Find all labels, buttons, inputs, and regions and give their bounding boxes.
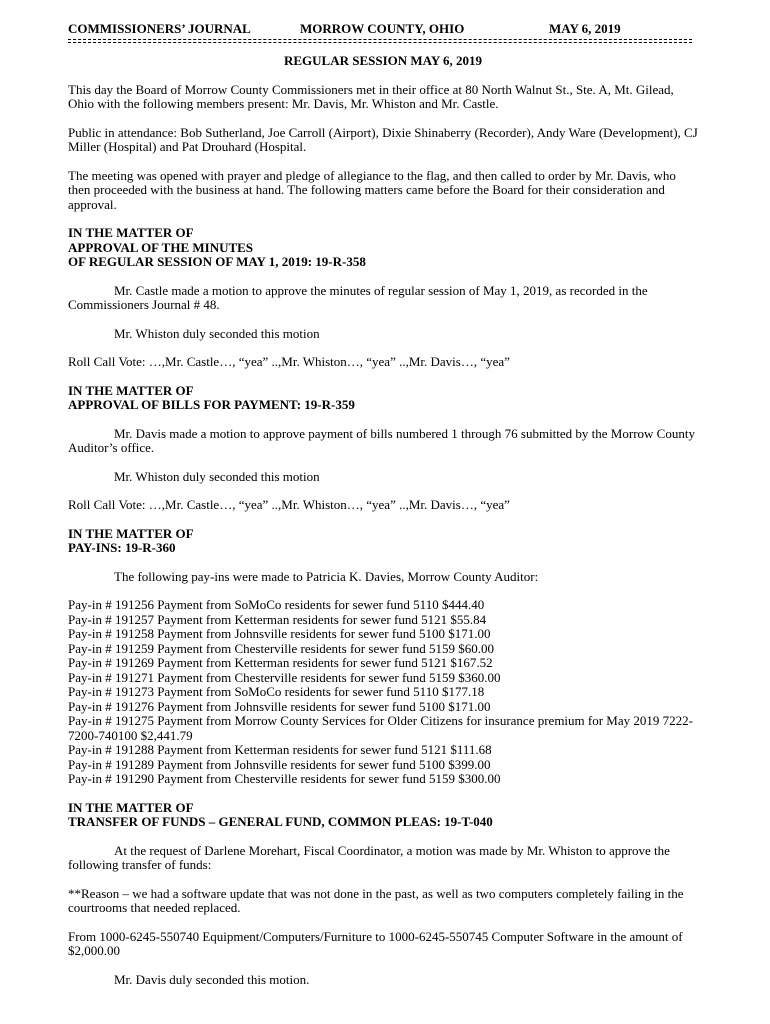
header-date: MAY 6, 2019: [549, 21, 621, 36]
matter-heading-line: IN THE MATTER OF: [68, 225, 194, 240]
roll-call-vote: Roll Call Vote: …,Mr. Castle…, “yea” ..,Mr. Whiston…, “yea” ..,Mr. Davis…, “yea”: [68, 497, 510, 512]
motion-text: At the request of Darlene Morehart, Fiscal Coordinator, a motion was made by Mr. Whiston to approve the following transfer of funds:: [68, 842, 670, 872]
matter-heading-line: PAY-INS: 19-R-360: [68, 540, 176, 555]
payin-item: Pay-in # 191273 Payment from SoMoCo residents for sewer fund 5110 $177.18: [68, 684, 485, 699]
payin-item: Pay-in # 191288 Payment from Ketterman residents for sewer fund 5121 $111.68: [68, 742, 492, 757]
second-text: Mr. Davis duly seconded this motion.: [114, 971, 310, 987]
payin-item: Pay-in # 191259 Payment from Chesterville residents for sewer fund 5159 $60.00: [68, 640, 495, 656]
payin-item: Pay-in # 191271 Payment from Chesterville residents for sewer fund 5159 $360.00: [68, 669, 501, 685]
payin-item: Pay-in # 191269 Payment from Ketterman residents for sewer fund 5121 $167.52: [68, 655, 493, 670]
matter-heading-line: OF REGULAR SESSION OF MAY 1, 2019: 19-R-358: [68, 254, 366, 269]
payin-item: Pay-in # 191275 Payment from Morrow County Services for Older Citizens for insurance premium for May 2019 7222-7200-740100 $2,441.79: [68, 713, 693, 743]
matter-heading-line: IN THE MATTER OF: [68, 382, 194, 398]
header-rule: [68, 38, 692, 45]
matter-heading-payins: [68, 527, 698, 556]
county-name: MORROW COUNTY, OHIO: [300, 21, 465, 36]
transfer-detail: From 1000-6245-550740 Equipment/Computers/Furniture to 1000-6245-550745 Computer Software in the amount of $2,000.00: [68, 928, 683, 958]
payin-item: Pay-in # 191290 Payment from Chesterville residents for sewer fund 5159 $300.00: [68, 771, 501, 786]
intro-paragraph: This day the Board of Morrow County Commissioners met in their office at 80 North Walnut St., Ste. A, Mt. Gilead, Ohio with the following members present: Mr. Davis, Mr. Whiston and Mr. Castle.: [68, 81, 674, 111]
session-title: REGULAR SESSION MAY 6, 2019: [283, 53, 483, 68]
matter-heading-bills: [68, 384, 698, 413]
roll-call-vote: Roll Call Vote: …,Mr. Castle…, “yea” ..,Mr. Whiston…, “yea” ..,Mr. Davis…, “yea”: [68, 354, 510, 369]
second-text: Mr. Whiston duly seconded this motion: [114, 468, 320, 484]
motion-text: Mr. Castle made a motion to approve the minutes of regular session of May 1, 2019, as recorded in the Commissioners Journal # 48.: [68, 282, 648, 312]
payins-list: [68, 598, 698, 787]
matter-heading-line: APPROVAL OF THE MINUTES: [68, 239, 254, 255]
motion-text: Mr. Davis made a motion to approve payment of bills numbered 1 through 76 submitted by the Morrow County Auditor’s office.: [68, 425, 695, 455]
payin-item: Pay-in # 191256 Payment from SoMoCo residents for sewer fund 5110 $444.40: [68, 597, 485, 612]
payin-item: Pay-in # 191276 Payment from Johnsville residents for sewer fund 5100 $171.00: [68, 698, 491, 714]
journal-name: COMMISSIONERS’ JOURNAL: [68, 21, 251, 36]
payin-item: Pay-in # 191289 Payment from Johnsville residents for sewer fund 5100 $399.00: [68, 756, 491, 772]
attendance-paragraph: Public in attendance: Bob Sutherland, Joe Carroll (Airport), Dixie Shinaberry (Recorder), Andy Ware (Development), CJ Miller (Hospital) and Pat Drouhard (Hospital.: [68, 124, 698, 154]
payin-item: Pay-in # 191257 Payment from Ketterman residents for sewer fund 5121 $55.84: [68, 611, 487, 627]
matter-heading-minutes: [68, 226, 698, 270]
payin-item: Pay-in # 191258 Payment from Johnsville residents for sewer fund 5100 $171.00: [68, 626, 491, 641]
matter-heading-line: TRANSFER OF FUNDS – GENERAL FUND, COMMON PLEAS: 19-T-040: [68, 814, 493, 829]
transfer-reason: **Reason – we had a software update that was not done in the past, as well as two computers completely failing in the courtrooms that needed replaced.: [68, 885, 684, 915]
matter-heading-transfer: [68, 801, 698, 830]
matter-heading-line: IN THE MATTER OF: [68, 525, 194, 541]
second-text: Mr. Whiston duly seconded this motion: [114, 325, 320, 341]
opening-paragraph: The meeting was opened with prayer and pledge of allegiance to the flag, and then called to order by Mr. Davis, who then proceeded with the business at hand. The following matters came before the Board for their consideration and approval.: [68, 167, 676, 212]
journal-header: [68, 22, 698, 36]
payins-intro: The following pay-ins were made to Patricia K. Davies, Morrow County Auditor:: [114, 568, 539, 584]
matter-heading-line: IN THE MATTER OF: [68, 799, 194, 815]
matter-heading-line: APPROVAL OF BILLS FOR PAYMENT: 19-R-359: [68, 397, 355, 412]
